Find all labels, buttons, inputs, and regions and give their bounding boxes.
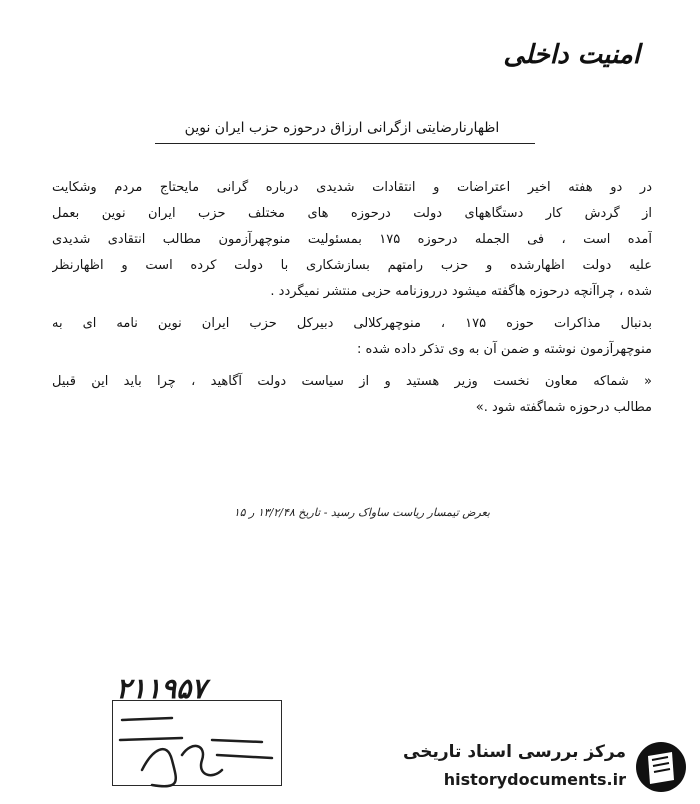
paragraph-line: در دو هفته اخیر اعتراضات و انتقادات شدیدی درباره گرانی مایحتاج مردم وشکایت xyxy=(52,180,652,195)
paragraph-line: بدنبال مذاکرات حوزه ۱۷۵ ، منوچهرکلالی دبیرکل حزب ایران نوین نامه ای به xyxy=(52,316,652,331)
paragraph-2 xyxy=(52,311,652,363)
signature-scribble xyxy=(112,700,280,800)
watermark-url: historydocuments.ir xyxy=(443,770,626,789)
paragraph-line: آمده است ، فی الجمله درحوزه ۱۷۵ بمسئولیت منوچهرآزمون مطالب انتقادی شدیدی xyxy=(52,232,652,247)
watermark-title: مرکز بررسی اسناد تاریخی xyxy=(403,742,626,762)
document-body xyxy=(52,175,652,427)
quote-line: « شماکه معاون نخست وزیر هستید و از سیاست دولت آگاهید ، چرا باید این قبیل xyxy=(52,374,652,389)
paragraph-line: علیه دولت اظهارشده و حزب رامتهم بسازشکاری با دولت کرده است و اظهارنظر xyxy=(52,258,652,273)
watermark xyxy=(403,738,688,800)
paragraph-line: شده ، چراآنچه درحوزه هاگفته میشود درروزنامه حزبی منتشر نمیگردد . xyxy=(270,284,652,299)
quote xyxy=(52,369,652,421)
classification-heading: امنیت داخلی xyxy=(503,40,640,70)
title-underline xyxy=(155,143,535,144)
archive-logo-icon xyxy=(634,740,688,794)
stamp-number: ۲۱۱۹۵۷ xyxy=(116,672,207,705)
handwritten-note: بعرض تیمسار ریاست ساواک رسید - تاریخ ۱۳/۲/۴۸ ر ۱۵ xyxy=(233,506,490,519)
document-title: اظهارنارضایتی ازگرانی ارزاق درحوزه حزب ایران نوین xyxy=(184,120,500,136)
paragraph-1 xyxy=(52,175,652,305)
paragraph-line: منوچهرآزمون نوشته و ضمن آن به وی تذکر داده شده : xyxy=(356,342,652,357)
paragraph-line: از گردش کار دستگاههای دولت درحوزه های مختلف حزب ایران نوین بعمل xyxy=(52,206,652,221)
quote-line: مطالب درحوزه شماگفته شود .» xyxy=(475,400,652,415)
